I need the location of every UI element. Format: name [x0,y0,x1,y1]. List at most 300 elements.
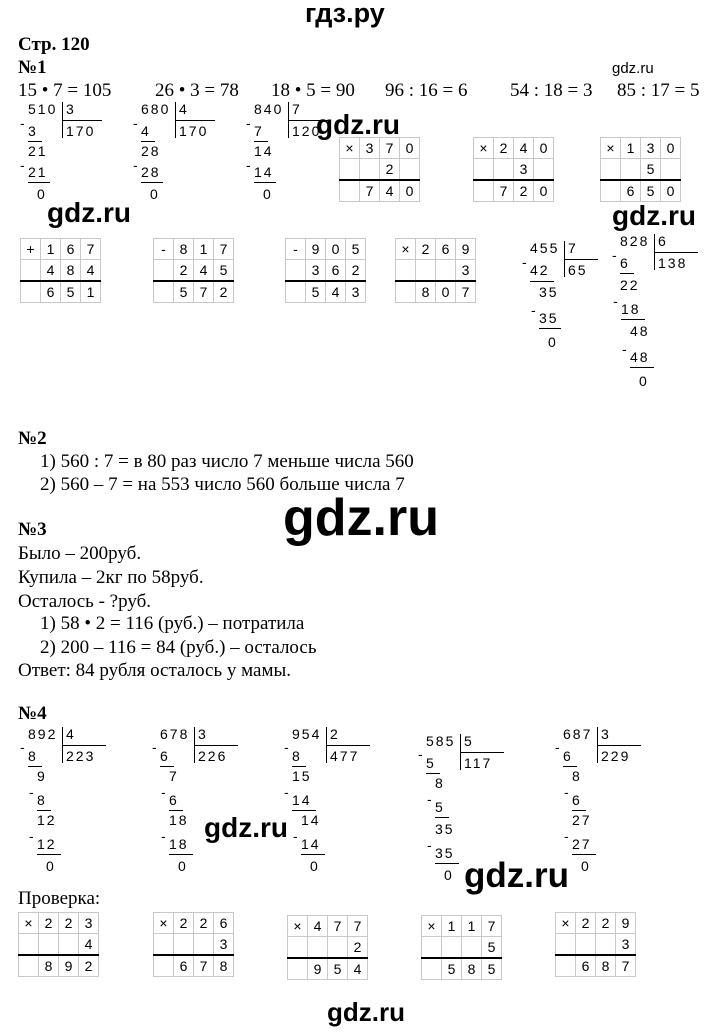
expression: 18 • 5 = 90 [271,80,355,101]
grid-cell: 0 [436,281,456,303]
grid-cell: 1 [462,916,482,937]
grid-cell: 5 [328,958,348,980]
grid-row [422,958,502,980]
dividend: 954 [292,726,322,742]
grid-cell: 6 [436,239,456,260]
grid-cell: 4 [308,916,328,937]
step: 0 [639,373,649,389]
condition-line: Осталось - ?руб. [18,591,152,612]
check-label: Проверка: [18,888,101,909]
grid-cell: 5 [306,281,326,303]
grid-cell [400,159,420,181]
grid-row [396,260,476,282]
grid-cell [21,281,41,303]
grid-cell: 2 [416,239,436,260]
step: 9 [37,768,47,784]
grid-cell: × [288,916,308,937]
watermark: gdz.ru [327,997,405,1027]
grid-cell: 8 [61,260,81,282]
quotient: 226 [198,748,228,764]
grid-cell: 7 [194,281,214,303]
step: 28 [141,164,161,180]
long-division: 840 7 120 - 7 14 - 14 0 [246,101,356,211]
grid-cell: 2 [576,913,596,934]
divisor: 3 [601,726,611,742]
grid-cell: 2 [596,913,616,934]
watermark: gdz.ru [204,812,288,843]
divisor: 5 [464,733,474,749]
grid-cell: 9 [59,955,79,977]
divisor: 4 [179,101,189,117]
grid-cell: 2 [214,281,234,303]
answer-line: Ответ: 84 рубля осталось у мамы. [18,660,292,681]
grid-cell: 8 [596,955,616,977]
grid-cell: 3 [346,281,366,303]
expression: 96 : 16 = 6 [385,80,468,101]
grid-cell [21,260,41,282]
quotient: 229 [601,748,631,764]
divisor: 4 [66,726,76,742]
step: 21 [28,143,48,159]
watermark: gdz.ru [283,489,439,547]
grid-cell [154,934,174,956]
grid-cell: 3 [360,138,380,159]
dividend: 455 [530,240,560,256]
dividend: 687 [563,726,593,742]
grid-cell: 7 [81,239,101,260]
grid-cell [286,260,306,282]
step: 8 [572,768,582,784]
grid-row [19,934,99,956]
step: 8 [435,775,445,791]
grid-cell: - [286,239,306,260]
grid-cell: 3 [79,913,99,934]
grid-cell: 2 [346,260,366,282]
step: 48 [630,323,650,339]
long-division: 687 3 229 - 6 8 - 6 27 - 27 0 [555,726,655,886]
dividend: 510 [28,101,58,117]
dividend: 828 [620,233,650,249]
grid-cell [19,955,39,977]
task-2-label: №2 [18,428,47,449]
grid-row [556,934,636,956]
grid-cell: 6 [326,260,346,282]
expression: 26 • 3 = 78 [155,80,239,101]
column-grid [18,912,99,977]
step: 5 [426,755,436,771]
step: 7 [169,768,179,784]
grid-cell [474,159,494,181]
grid-row [286,281,366,303]
dividend: 585 [426,733,456,749]
step: 8 [28,748,38,764]
grid-row [556,955,636,977]
grid-cell [396,260,416,282]
step: 0 [548,334,558,350]
grid-cell: 7 [456,281,476,303]
column-grid [153,238,234,303]
grid-cell: 4 [81,260,101,282]
step: 0 [46,858,56,874]
grid-row [422,937,502,959]
step: 35 [435,821,455,837]
grid-cell: 2 [348,937,368,959]
quotient: 170 [179,123,209,139]
step: 6 [572,792,582,808]
divisor: 7 [292,101,302,117]
grid-cell [194,934,214,956]
grid-row [474,159,554,181]
expression: 85 : 17 = 5 [617,80,700,101]
grid-row [396,281,476,303]
watermark: gdz.ru [464,856,569,895]
grid-cell: 7 [380,138,400,159]
step: 6 [160,748,170,764]
grid-cell: 0 [534,138,554,159]
grid-cell: 4 [380,180,400,202]
step: 14 [301,836,321,852]
grid-cell: 8 [214,955,234,977]
grid-cell: 6 [621,180,641,202]
grid-cell: 7 [482,916,502,937]
grid-cell: + [21,239,41,260]
step: 48 [630,349,650,365]
grid-row [154,260,234,282]
step: 6 [563,748,573,764]
grid-cell: 2 [79,955,99,977]
grid-cell: 2 [39,913,59,934]
grid-cell: 9 [616,913,636,934]
grid-cell: × [556,913,576,934]
grid-cell: 5 [214,260,234,282]
step: 15 [292,768,312,784]
grid-cell: × [340,138,360,159]
grid-row [601,180,681,202]
quotient: 223 [66,748,96,764]
grid-row [556,913,636,934]
grid-cell [360,159,380,181]
step: 14 [254,164,274,180]
grid-row [154,913,234,934]
step: 0 [37,186,47,202]
solution-line: 1) 58 • 2 = 116 (руб.) – потратила [40,613,305,634]
grid-cell: 5 [442,958,462,980]
grid-cell: × [474,138,494,159]
grid-cell: 6 [576,955,596,977]
grid-row [286,260,366,282]
grid-cell: 7 [494,180,514,202]
quotient: 117 [464,755,493,771]
grid-cell: 5 [641,180,661,202]
watermark: gdz.ru [316,109,400,140]
step: 0 [263,186,273,202]
solution-line: 1) 560 : 7 = в 80 раз число 7 меньше числа 560 [40,451,414,472]
site-header: гдз.ру [305,0,385,28]
grid-row [601,159,681,181]
task-4-label: №4 [18,703,47,724]
solution-line: 2) 200 – 116 = 84 (руб.) – осталось [40,637,317,658]
grid-row [154,239,234,260]
task-1-label: №1 [18,57,47,78]
step: 42 [530,262,550,278]
grid-cell: 5 [482,958,502,980]
grid-row [474,180,554,202]
grid-cell [39,934,59,956]
divisor: 3 [198,726,208,742]
grid-cell [288,937,308,959]
condition-line: Было – 200руб. [18,543,142,564]
grid-cell: 7 [328,916,348,937]
grid-cell: 2 [514,180,534,202]
grid-cell: 3 [641,138,661,159]
grid-cell: × [422,916,442,937]
grid-cell: 8 [174,239,194,260]
step: 7 [254,123,264,139]
grid-row [474,138,554,159]
column-grid [339,137,420,202]
step: 0 [310,858,320,874]
step: 5 [435,799,445,815]
step: 27 [572,812,592,828]
grid-cell [422,937,442,959]
grid-cell: 9 [306,239,326,260]
grid-cell [416,260,436,282]
grid-cell [19,934,39,956]
step: 18 [621,301,641,317]
step: 0 [150,186,160,202]
long-division: 954 2 477 - 8 15 - 14 14 - 14 0 [284,726,384,886]
grid-row [154,955,234,977]
long-division: 585 5 117 - 5 8 - 5 35 - 35 0 [418,733,518,893]
column-grid [421,915,502,980]
solution-line: 2) 560 – 7 = на 553 число 560 больше числа 7 [40,474,405,495]
grid-row [154,281,234,303]
step: 35 [435,845,455,861]
dividend: 680 [141,101,171,117]
step: 6 [620,255,630,271]
step: 0 [178,858,188,874]
grid-row [340,180,420,202]
grid-row [340,159,420,181]
grid-cell [154,281,174,303]
grid-row [288,916,368,937]
grid-cell [601,159,621,181]
grid-cell: 8 [39,955,59,977]
column-grid [600,137,681,202]
grid-cell: 4 [326,281,346,303]
quotient: 120 [292,123,322,139]
grid-cell: 3 [214,934,234,956]
grid-cell: 2 [494,138,514,159]
column-grid [395,238,476,303]
grid-row [19,955,99,977]
grid-cell: 0 [534,180,554,202]
grid-cell: 2 [174,913,194,934]
grid-cell [462,937,482,959]
step: 22 [620,277,640,293]
step: 3 [28,123,38,139]
grid-cell [308,937,328,959]
grid-cell: 4 [348,958,368,980]
grid-row [340,138,420,159]
grid-cell [286,281,306,303]
long-division: 828 6 138 - 6 22 - 18 48 - 48 0 [612,233,712,403]
quotient: 477 [330,748,360,764]
grid-cell: 9 [308,958,328,980]
step: 27 [572,836,592,852]
grid-cell: 7 [360,180,380,202]
grid-cell: 5 [641,159,661,181]
column-grid [555,912,636,977]
grid-cell: 7 [616,955,636,977]
grid-cell: 0 [326,239,346,260]
grid-cell: 7 [194,955,214,977]
grid-cell [494,159,514,181]
grid-cell: 6 [214,913,234,934]
grid-cell: 4 [41,260,61,282]
grid-cell [601,180,621,202]
grid-cell: 2 [174,260,194,282]
grid-cell: 8 [416,281,436,303]
task-3-label: №3 [18,519,47,540]
grid-cell: 5 [482,937,502,959]
grid-cell: 6 [41,281,61,303]
step: 14 [292,792,312,808]
grid-row [288,937,368,959]
grid-cell [556,934,576,956]
grid-cell [154,260,174,282]
quotient: 170 [66,123,96,139]
grid-row [21,239,101,260]
grid-cell: 1 [41,239,61,260]
grid-cell: 0 [400,138,420,159]
grid-cell: 3 [456,260,476,282]
expression: 15 • 7 = 105 [18,80,112,101]
step: 6 [169,792,179,808]
grid-cell: × [19,913,39,934]
dividend: 678 [160,726,190,742]
step: 18 [169,812,189,828]
long-division: 678 3 226 - 6 7 - 6 18 - 18 0 [152,726,252,886]
long-division: 892 4 223 - 8 9 - 8 12 - 12 0 [20,726,120,886]
page-reference: Стр. 120 [18,34,90,55]
divisor: 2 [330,726,340,742]
grid-row [21,281,101,303]
grid-cell: 8 [462,958,482,980]
watermark: gdz.ru [612,200,696,231]
divisor: 6 [658,233,668,249]
grid-cell [436,260,456,282]
grid-row [601,138,681,159]
grid-row [154,934,234,956]
grid-row [19,913,99,934]
long-division: 455 7 65 - 42 35 - 35 0 [522,240,612,360]
grid-cell: 1 [621,138,641,159]
condition-line: Купила – 2кг по 58руб. [18,567,204,588]
grid-cell: × [396,239,416,260]
step: 12 [37,812,57,828]
grid-cell: 3 [616,934,636,956]
grid-cell [596,934,616,956]
step: 14 [301,812,321,828]
grid-cell: 2 [380,159,400,181]
grid-cell [621,159,641,181]
divisor: 3 [66,101,76,117]
grid-cell: 6 [174,955,194,977]
step: 28 [141,143,161,159]
grid-cell: × [154,913,174,934]
grid-cell: 6 [61,239,81,260]
grid-cell: 4 [194,260,214,282]
grid-cell [556,955,576,977]
step: 21 [28,164,48,180]
step: 0 [444,867,454,883]
grid-cell: 1 [81,281,101,303]
column-grid [473,137,554,202]
long-division: 680 4 170 - 4 28 - 28 0 [133,101,243,211]
grid-cell [661,159,681,181]
step: 35 [539,310,559,326]
grid-cell [174,934,194,956]
column-grid [285,238,366,303]
grid-cell [340,159,360,181]
grid-cell: 0 [400,180,420,202]
grid-cell [576,934,596,956]
grid-cell [396,281,416,303]
grid-cell [474,180,494,202]
grid-cell: 9 [456,239,476,260]
grid-cell [288,958,308,980]
step: 35 [539,284,559,300]
grid-cell: 7 [214,239,234,260]
grid-cell [340,180,360,202]
grid-cell: 7 [348,916,368,937]
grid-cell: 1 [442,916,462,937]
column-grid [20,238,101,303]
grid-cell [422,958,442,980]
step: 4 [141,123,151,139]
grid-row [396,239,476,260]
grid-cell: 5 [61,281,81,303]
grid-cell: 2 [59,913,79,934]
step: 14 [254,143,274,159]
grid-cell: 3 [514,159,534,181]
step: 18 [169,836,189,852]
column-grid [153,912,234,977]
column-grid [287,915,368,980]
grid-cell: 5 [346,239,366,260]
grid-row [21,260,101,282]
grid-cell: × [601,138,621,159]
grid-row [422,916,502,937]
grid-cell [328,937,348,959]
grid-cell [534,159,554,181]
dividend: 840 [254,101,284,117]
quotient: 138 [658,255,688,271]
grid-cell: 5 [174,281,194,303]
dividend: 892 [28,726,58,742]
grid-cell: 4 [514,138,534,159]
grid-cell: - [154,239,174,260]
grid-cell [442,937,462,959]
expression: 54 : 18 = 3 [510,80,593,101]
grid-cell: 0 [661,180,681,202]
quotient: 65 [568,262,588,278]
grid-cell: 3 [306,260,326,282]
watermark: gdz.ru [612,60,654,77]
grid-cell: 4 [79,934,99,956]
divisor: 7 [568,240,578,256]
